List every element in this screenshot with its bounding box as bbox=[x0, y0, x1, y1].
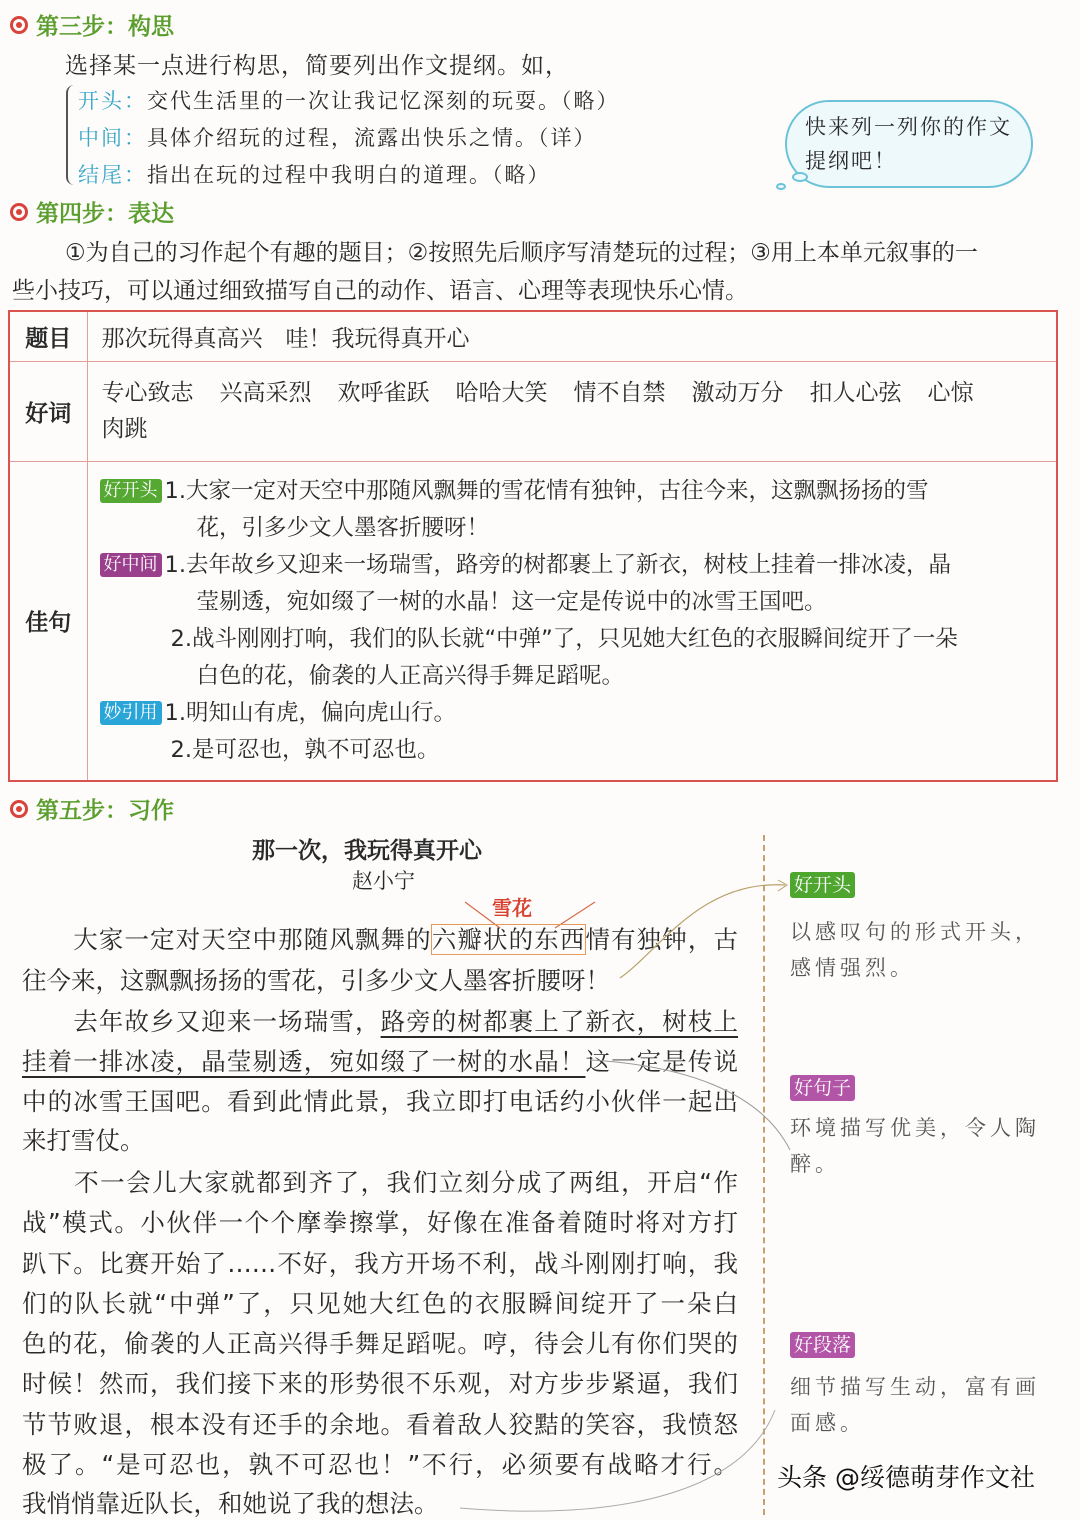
essay-text: 情有独钟，古 bbox=[585, 925, 739, 954]
sentence bbox=[100, 547, 1049, 584]
step3-title: 第三步：构思 bbox=[36, 14, 174, 40]
note-text: 以感叹句的形式开头，感情强烈。 bbox=[790, 920, 1040, 980]
badge-good-middle: 好中间 bbox=[100, 553, 162, 577]
step3-heading bbox=[10, 8, 174, 41]
essay-text: 们的队长就“中弹”了，只见她大红色的衣服瞬间绽开了一朵白 bbox=[22, 1289, 738, 1318]
essay-text: 色的花，偷袭的人正高兴得手舞足蹈呢。哼，待会儿有你们哭的 bbox=[22, 1329, 738, 1358]
essay-text: 去年故乡又迎来一场瑞雪， bbox=[22, 1007, 381, 1036]
underlined-phrase: 路旁的树都裹上了新衣，树枝上 bbox=[380, 1007, 739, 1036]
essay-text: 中的冰雪王国吧。看到此情此景，我立即打电话约小伙伴一起出 bbox=[22, 1087, 738, 1116]
word: 情不自禁 bbox=[573, 380, 666, 406]
essay-text: 极了。“是可忍也，孰不可忍也！”不行，必须要有战略才行。 bbox=[22, 1450, 738, 1479]
word: 欢呼雀跃 bbox=[337, 380, 430, 406]
annotation-snowflake: 雪花 bbox=[492, 896, 532, 920]
sentence-text: 1.明知山有虎，偏向虎山行。 bbox=[164, 699, 456, 726]
note-badge-good-opening: 好开头 bbox=[790, 872, 855, 898]
word: 扣人心弦 bbox=[809, 380, 902, 406]
words-cell bbox=[87, 361, 1057, 461]
note-badge-good-paragraph: 好段落 bbox=[790, 1332, 855, 1358]
sentence: 2.战斗刚刚打响，我们的队长就“中弹”了，只见她大红色的衣服瞬间绽开了一朵 bbox=[170, 625, 958, 652]
flower-bullet-icon bbox=[10, 16, 28, 34]
essay-text: 大家一定对天空中那随风飘舞的 bbox=[22, 925, 432, 954]
sentence-cont: 花，引多少文人墨客折腰呀！ bbox=[196, 514, 490, 541]
badge-good-opening: 好开头 bbox=[100, 479, 162, 503]
essay-author: 赵小宁 bbox=[352, 869, 415, 893]
essay-text: 不一会儿大家就都到齐了，我们立刻分成了两组，开启“作 bbox=[22, 1168, 738, 1197]
step4-line: ①为自己的习作起个有趣的题目；②按照先后顺序写清楚玩的过程；③用上本单元叙事的一 bbox=[65, 240, 978, 266]
word: 肉跳 bbox=[101, 416, 148, 442]
note-text: 细节描写生动，富有画面感。 bbox=[790, 1375, 1040, 1435]
sentences-cell bbox=[87, 461, 1057, 781]
flower-bullet-icon bbox=[10, 203, 28, 221]
outline-item bbox=[78, 85, 620, 115]
outline-item bbox=[78, 122, 597, 152]
flower-bullet-icon bbox=[10, 800, 28, 818]
row-label: 好词 bbox=[9, 361, 87, 461]
sentence: 2.是可忍也，孰不可忍也。 bbox=[170, 736, 440, 763]
essay-title: 那一次，我玩得真开心 bbox=[252, 838, 482, 864]
row-label: 题目 bbox=[9, 311, 87, 361]
highlighted-phrase: 六瓣状的东西 bbox=[431, 925, 586, 954]
underlined-phrase: 挂着一排冰凌，晶莹剔透，宛如缀了一树的水晶！ bbox=[22, 1047, 586, 1076]
outline-label: 开头： bbox=[78, 89, 147, 113]
outline-text: 交代生活里的一次让我记忆深刻的玩耍。（略） bbox=[147, 89, 620, 113]
sentence bbox=[100, 695, 1049, 732]
step5-title: 第五步：习作 bbox=[36, 798, 174, 824]
essay-text: 战”模式。小伙伴一个个摩拳擦掌，好像在准备着随时将对方打 bbox=[22, 1208, 738, 1237]
word: 心惊 bbox=[927, 380, 974, 406]
reference-table bbox=[8, 310, 1058, 782]
row-label: 佳句 bbox=[9, 461, 87, 781]
outline-brace bbox=[66, 85, 76, 185]
step4-title: 第四步：表达 bbox=[36, 201, 174, 227]
note-text: 环境描写优美，令人陶醉。 bbox=[790, 1116, 1040, 1176]
word: 哈哈大笑 bbox=[455, 380, 548, 406]
essay-text: 我悄悄靠近队长，和她说了我的想法。 bbox=[22, 1489, 439, 1518]
sentence bbox=[100, 473, 1049, 510]
essay-text: 节节败退，根本没有还手的余地。看着敌人狡黠的笑容，我愤怒 bbox=[22, 1410, 738, 1439]
table-row bbox=[9, 361, 1057, 461]
badge-quote: 妙引用 bbox=[100, 701, 162, 725]
watermark: 头条 @绥德萌芽作文社 bbox=[777, 1463, 1035, 1492]
sentence-text: 1.去年故乡又迎来一场瑞雪，路旁的树都裹上了新衣，树枝上挂着一排冰凌，晶 bbox=[164, 551, 951, 578]
bubble-dot bbox=[792, 172, 808, 182]
essay-text: 这一定是传说 bbox=[585, 1047, 739, 1076]
table-row bbox=[9, 461, 1057, 781]
title-cell: 那次玩得真高兴 哇！我玩得真开心 bbox=[87, 311, 1057, 361]
outline-text: 指出在玩的过程中我明白的道理。（略） bbox=[147, 163, 551, 187]
note-badge-good-sentence: 好句子 bbox=[790, 1075, 855, 1101]
word: 兴高采烈 bbox=[219, 380, 312, 406]
step4-heading bbox=[10, 195, 174, 228]
step5-heading bbox=[10, 792, 174, 825]
thought-bubble: 快来列一列你的作文提纲吧！ bbox=[785, 100, 1033, 188]
essay-text: 时候！然而，我们接下来的形势很不乐观，对方步步紧逼，我们 bbox=[22, 1369, 738, 1398]
essay-text: 来打雪仗。 bbox=[22, 1126, 145, 1155]
word: 专心致志 bbox=[101, 380, 194, 406]
outline-label: 结尾： bbox=[78, 163, 147, 187]
essay-text: 往今来，这飘飘扬扬的雪花，引多少文人墨客折腰呀！ bbox=[22, 966, 610, 995]
outline-text: 具体介绍玩的过程，流露出快乐之情。（详） bbox=[147, 126, 597, 150]
sentence-cont: 白色的花，偷袭的人正高兴得手舞足蹈呢。 bbox=[196, 662, 625, 689]
sentence-text: 1.大家一定对天空中那随风飘舞的雪花情有独钟，古往今来，这飘飘扬扬的雪 bbox=[164, 477, 929, 504]
step3-intro: 选择某一点进行构思，简要列出作文提纲。如， bbox=[65, 53, 569, 79]
bubble-dot bbox=[776, 183, 786, 190]
outline-item bbox=[78, 159, 551, 189]
step4-line: 些小技巧，可以通过细致描写自己的动作、语言、心理等表现快乐心情。 bbox=[12, 278, 748, 304]
sentence-cont: 莹剔透，宛如缀了一树的水晶！这一定是传说中的冰雪王国吧。 bbox=[196, 588, 827, 615]
outline-label: 中间： bbox=[78, 126, 147, 150]
word: 激动万分 bbox=[691, 380, 784, 406]
connector-arrows bbox=[0, 830, 800, 1520]
essay-text: 趴下。比赛开始了……不好，我方开场不利，战斗刚刚打响，我 bbox=[22, 1249, 738, 1278]
table-row bbox=[9, 311, 1057, 361]
